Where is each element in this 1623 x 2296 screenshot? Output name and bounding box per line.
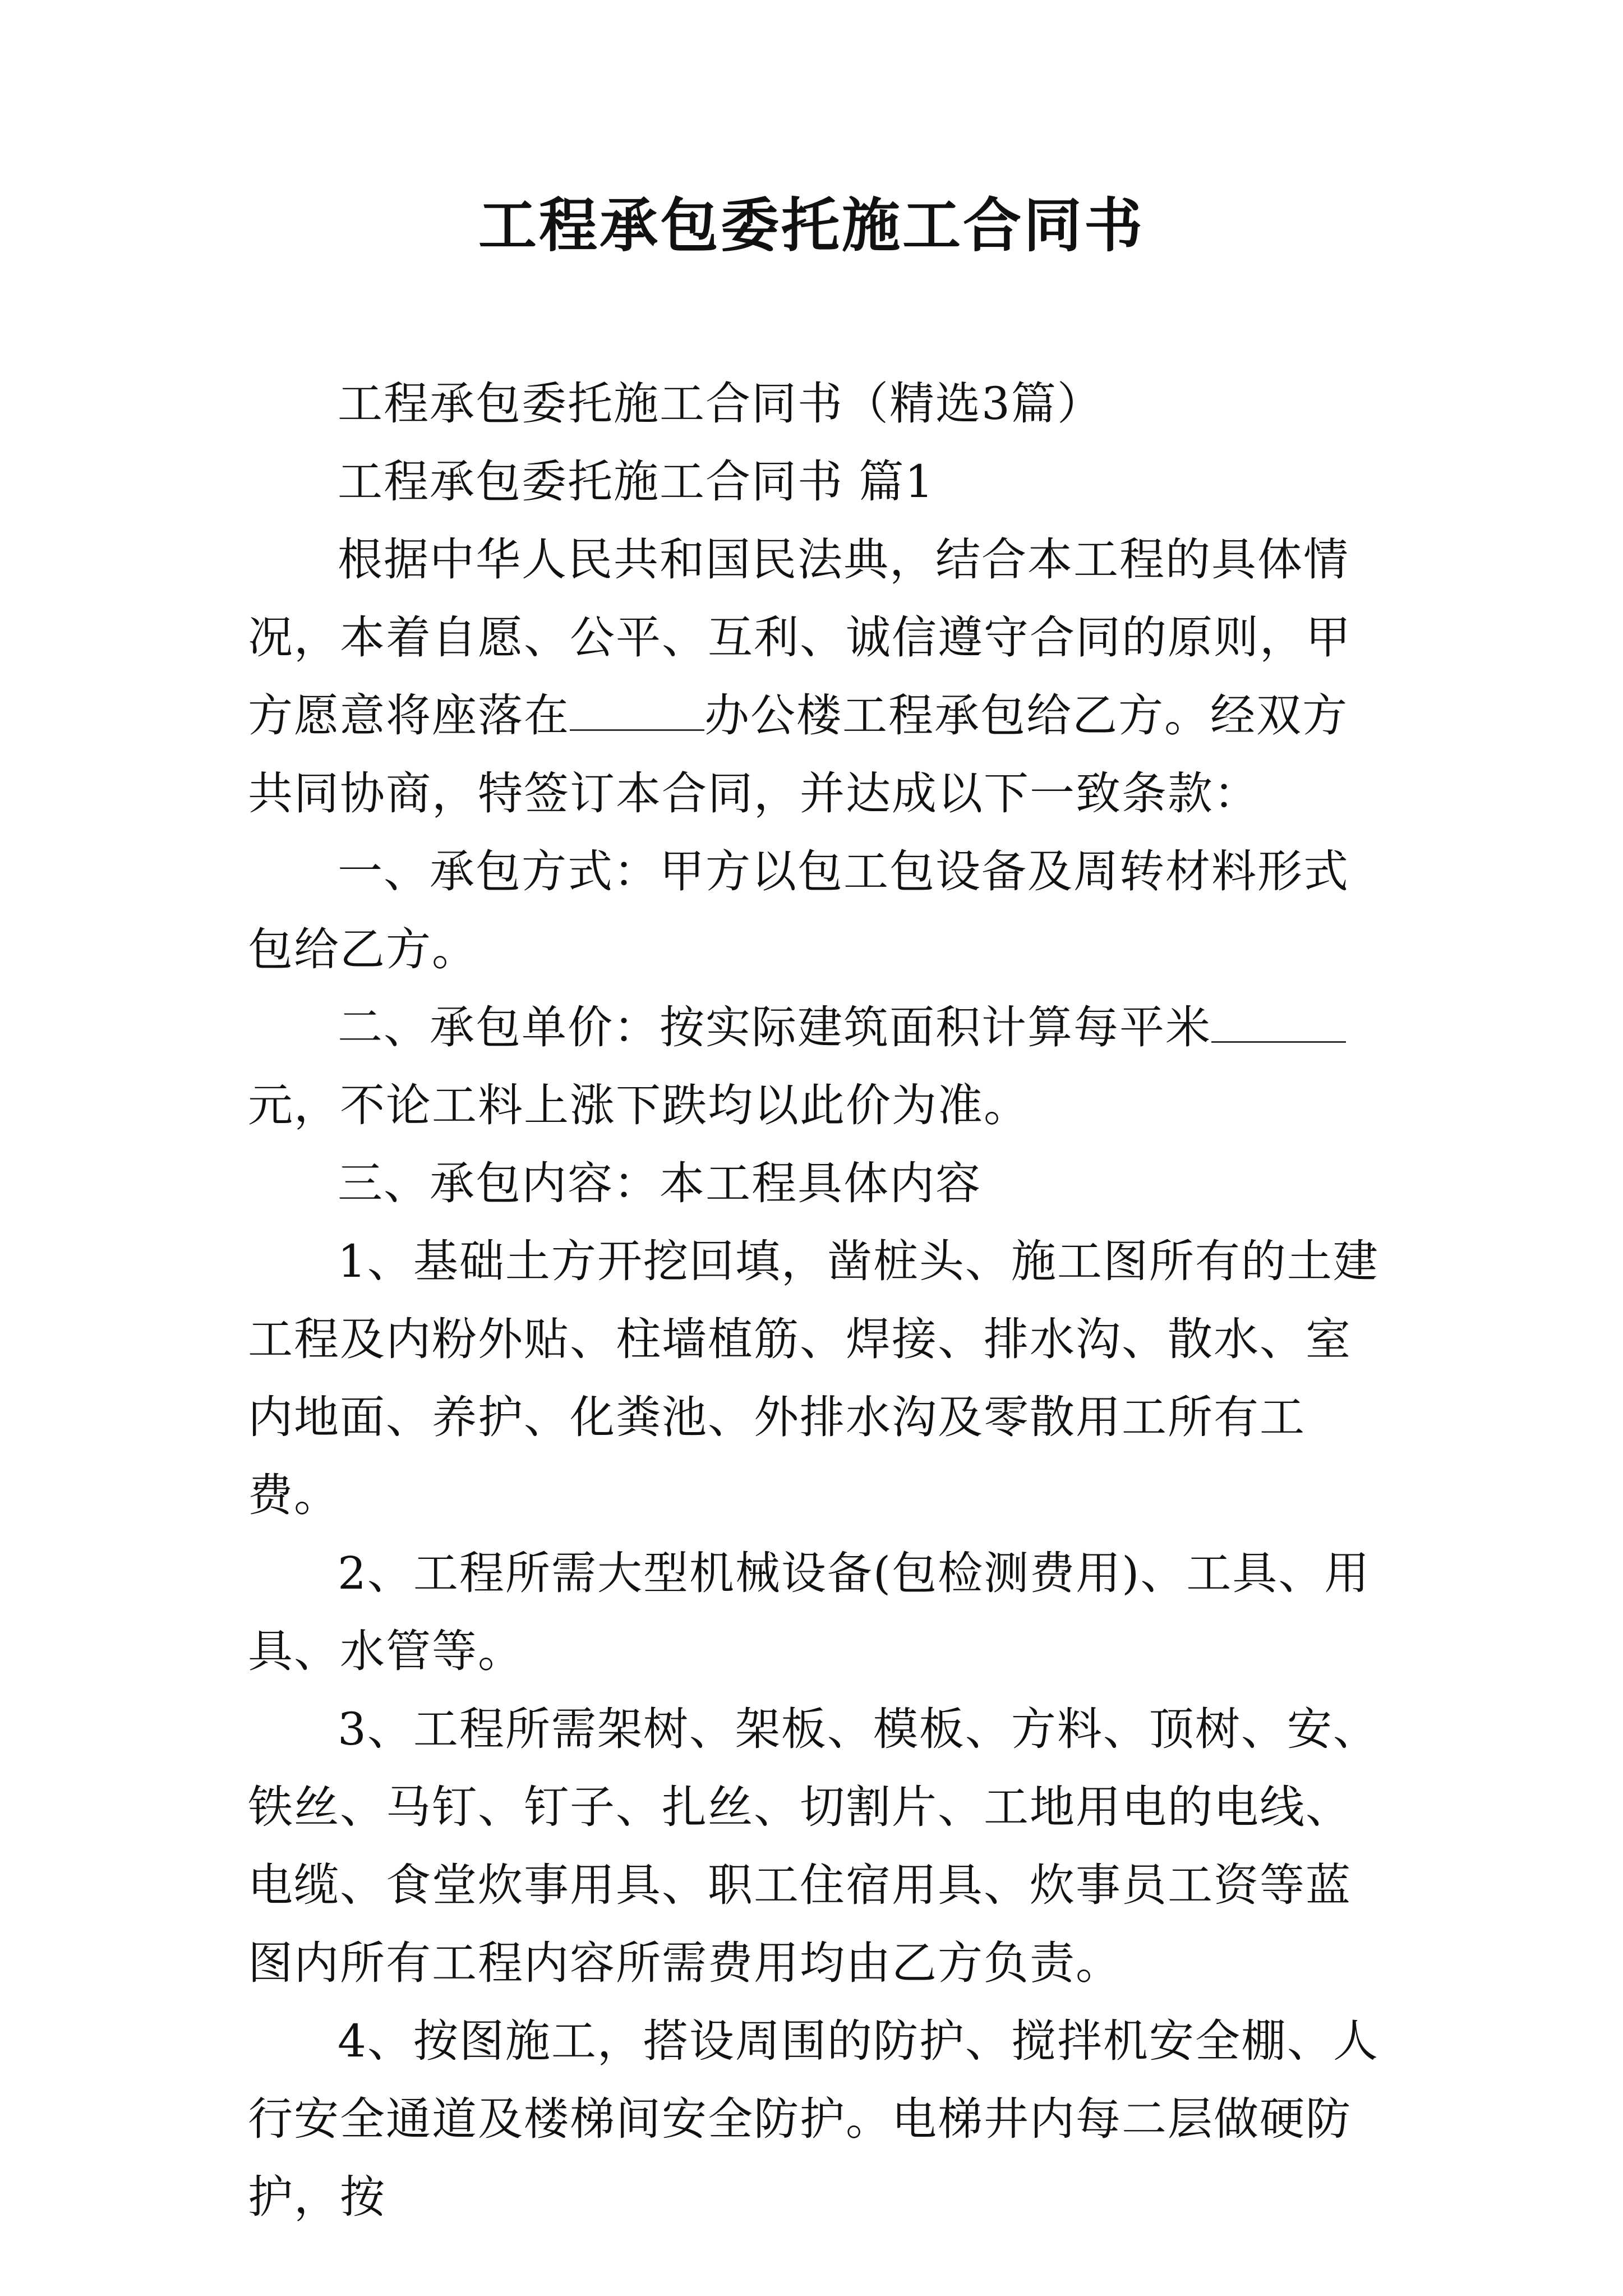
preamble-text-part2: 办公楼工程承包给乙方。经双方共同协商，特签订本合同，并达成以下一致条款： [248,689,1348,820]
paragraph-item-4: 4、按图施工，搭设周围的防护、搅拌机安全棚、人行安全通道及楼梯间安全防护。电梯井内每二层做硬防护，按 [248,2015,1379,2223]
paragraph-item-2: 2、工程所需大型机械设备(包检测费用)、工具、用具、水管等。 [248,1547,1371,1677]
location-blank [570,690,704,731]
paragraph-clause-3: 三、承包内容：本工程具体内容 [338,1157,981,1209]
paragraph-clause-2 [248,988,1386,1144]
paragraph-section-heading: 工程承包委托施工合同书 篇1 [338,455,935,508]
unit-price-blank [1211,1002,1346,1043]
paragraph-item-3: 3、工程所需架树、架板、模板、方料、顶树、安、铁丝、马钉、钉子、扎丝、切割片、工地用电的电线、电缆、食堂炊事用具、职工住宿用具、炊事员工资等蓝图内所有工程内容所需费用均由乙方负责。 [248,1703,1379,1989]
paragraph-item-1: 1、基础土方开挖回填，凿桩头、施工图所有的土建工程及内粉外贴、柱墙植筋、焊接、排水沟、散水、室内地面、养护、化粪池、外排水沟及零散用工所有工费。 [248,1235,1379,1521]
paragraph-intro: 工程承包委托施工合同书（精选3篇） [338,378,1103,430]
paragraph-preamble [248,521,1386,832]
paragraph-clause-1: 一、承包方式：甲方以包工包设备及周转材料形式包给乙方。 [248,845,1349,976]
page-title: 工程承包委托施工合同书 [478,191,1145,260]
document-body [248,365,1386,2236]
preamble-text-part1: 根据中华人民共和国民法典，结合本工程的具体情况，本着自愿、公平、互利、诚信遵守合同的原则，甲方愿意将座落在 [248,533,1352,742]
clause-2-text-part1: 二、承包单价：按实际建筑面积计算每平米 [338,1001,1211,1053]
clause-2-text-part2: 元，不论工料上涨下跌均以此价为准。 [248,1079,1030,1131]
